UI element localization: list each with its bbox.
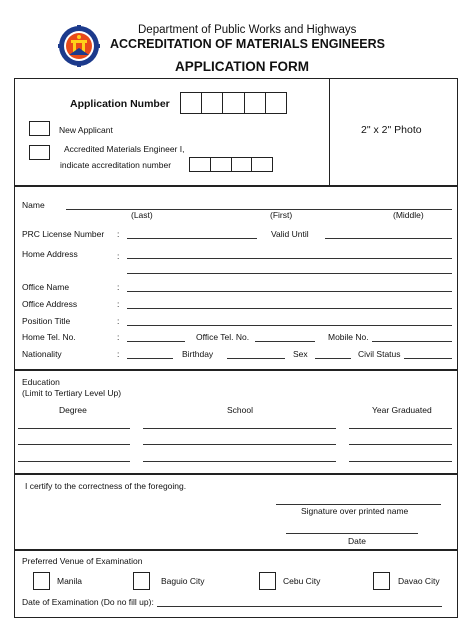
position-title-label: Position Title bbox=[22, 316, 71, 326]
colon: : bbox=[117, 349, 120, 359]
year-field[interactable] bbox=[349, 461, 452, 462]
last-name-caption: (Last) bbox=[131, 210, 153, 220]
colon: : bbox=[117, 229, 120, 239]
home-tel-label: Home Tel. No. bbox=[22, 332, 76, 342]
gear-seal-icon bbox=[58, 25, 100, 67]
colon: : bbox=[117, 251, 120, 261]
accredited-label-line2: indicate accreditation number bbox=[60, 160, 172, 170]
civil-status-label: Civil Status bbox=[358, 349, 401, 359]
baguio-checkbox[interactable] bbox=[133, 572, 150, 590]
birthday-field[interactable] bbox=[227, 358, 285, 359]
sex-field[interactable] bbox=[315, 358, 351, 359]
dpwh-logo bbox=[58, 25, 100, 67]
certification-statement: I certify to the correctness of the foregoing. bbox=[25, 481, 187, 491]
exam-date-field bbox=[157, 606, 442, 607]
colon: : bbox=[117, 332, 120, 342]
new-applicant-label: New Applicant bbox=[59, 125, 113, 135]
degree-field[interactable] bbox=[18, 428, 130, 429]
colon: : bbox=[117, 282, 120, 292]
cebu-checkbox[interactable] bbox=[259, 572, 276, 590]
colon: : bbox=[117, 299, 120, 309]
education-subtitle: (Limit to Tertiary Level Up) bbox=[22, 388, 122, 398]
civil-status-field[interactable] bbox=[404, 358, 452, 359]
sex-label: Sex bbox=[293, 349, 308, 359]
prc-license-label: PRC License Number bbox=[22, 229, 105, 239]
office-tel-label: Office Tel. No. bbox=[196, 332, 250, 342]
davao-checkbox[interactable] bbox=[373, 572, 390, 590]
office-address-field[interactable] bbox=[127, 308, 452, 309]
valid-until-label: Valid Until bbox=[271, 229, 309, 239]
year-field[interactable] bbox=[349, 444, 452, 445]
valid-until-field[interactable] bbox=[325, 238, 452, 239]
exam-date-label: Date of Examination (Do no fill up): bbox=[22, 597, 154, 607]
date-field[interactable] bbox=[286, 533, 418, 534]
accredited-checkbox[interactable] bbox=[29, 145, 50, 160]
home-address-field[interactable] bbox=[127, 258, 452, 259]
school-field[interactable] bbox=[143, 461, 336, 462]
department-name: Department of Public Works and Highways bbox=[138, 24, 357, 36]
photo-divider bbox=[329, 78, 330, 186]
year-graduated-column-header: Year Graduated bbox=[372, 405, 432, 415]
digit-box[interactable] bbox=[251, 157, 273, 172]
prc-license-field[interactable] bbox=[127, 238, 257, 239]
position-title-field[interactable] bbox=[127, 325, 452, 326]
year-field[interactable] bbox=[349, 428, 452, 429]
school-field[interactable] bbox=[143, 444, 336, 445]
colon: : bbox=[117, 316, 120, 326]
digit-box[interactable] bbox=[189, 157, 211, 172]
manila-label: Manila bbox=[57, 576, 83, 586]
baguio-label: Baguio City bbox=[161, 576, 205, 586]
education-title: Education bbox=[22, 377, 60, 387]
manila-checkbox[interactable] bbox=[33, 572, 50, 590]
personal-info-frame bbox=[14, 186, 458, 370]
school-column-header: School bbox=[227, 405, 253, 415]
application-number-boxes bbox=[180, 92, 287, 114]
nationality-label: Nationality bbox=[22, 349, 62, 359]
middle-name-caption: (Middle) bbox=[393, 210, 424, 220]
home-tel-field[interactable] bbox=[127, 341, 185, 342]
degree-field[interactable] bbox=[18, 444, 130, 445]
new-applicant-checkbox[interactable] bbox=[29, 121, 50, 136]
office-tel-field[interactable] bbox=[255, 341, 315, 342]
nationality-field[interactable] bbox=[127, 358, 173, 359]
school-field[interactable] bbox=[143, 428, 336, 429]
home-address-field-2[interactable] bbox=[127, 273, 452, 274]
mobile-field[interactable] bbox=[372, 341, 452, 342]
form-title: APPLICATION FORM bbox=[175, 59, 309, 74]
cebu-label: Cebu City bbox=[283, 576, 321, 586]
first-name-caption: (First) bbox=[270, 210, 293, 220]
education-frame bbox=[14, 370, 458, 474]
digit-box[interactable] bbox=[244, 92, 266, 114]
degree-column-header: Degree bbox=[59, 405, 87, 415]
davao-label: Davao City bbox=[398, 576, 440, 586]
accreditation-number-boxes bbox=[189, 157, 273, 172]
birthday-label: Birthday bbox=[182, 349, 214, 359]
digit-box[interactable] bbox=[180, 92, 202, 114]
home-address-label: Home Address bbox=[22, 249, 78, 259]
date-caption: Date bbox=[348, 536, 366, 546]
program-title: ACCREDITATION OF MATERIALS ENGINEERS bbox=[110, 37, 385, 51]
office-name-field[interactable] bbox=[127, 291, 452, 292]
digit-box[interactable] bbox=[231, 157, 253, 172]
degree-field[interactable] bbox=[18, 461, 130, 462]
digit-box[interactable] bbox=[265, 92, 287, 114]
photo-placeholder-label: 2" x 2" Photo bbox=[361, 124, 422, 136]
name-label: Name bbox=[22, 200, 45, 210]
application-number-label: Application Number bbox=[70, 98, 170, 110]
digit-box[interactable] bbox=[210, 157, 232, 172]
mobile-label: Mobile No. bbox=[328, 332, 369, 342]
digit-box[interactable] bbox=[201, 92, 223, 114]
signature-field[interactable] bbox=[276, 504, 441, 505]
signature-caption: Signature over printed name bbox=[301, 506, 409, 516]
accredited-label-line1: Accredited Materials Engineer I, bbox=[64, 144, 185, 154]
venue-title: Preferred Venue of Examination bbox=[22, 556, 143, 566]
digit-box[interactable] bbox=[222, 92, 244, 114]
office-address-label: Office Address bbox=[22, 299, 78, 309]
office-name-label: Office Name bbox=[22, 282, 70, 292]
